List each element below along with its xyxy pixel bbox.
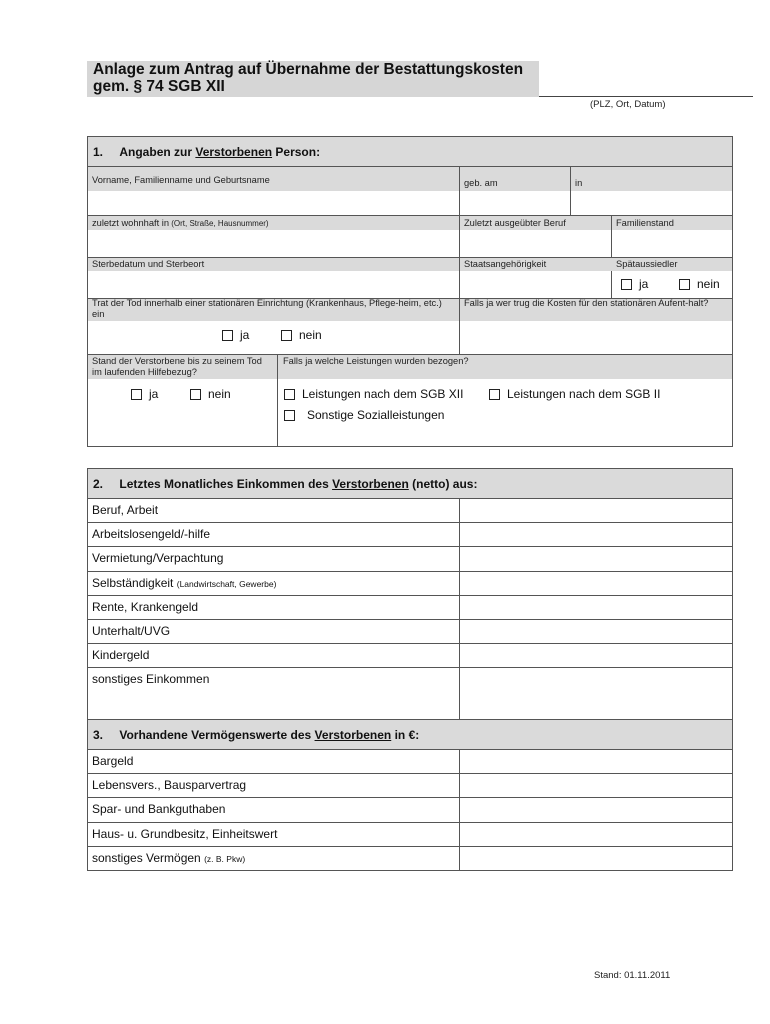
marital-status-field[interactable] bbox=[612, 231, 732, 257]
label-death: Sterbedatum und Sterbeort bbox=[92, 259, 205, 269]
label-marital-status: Familienstand bbox=[616, 218, 674, 228]
income-amount-field[interactable] bbox=[460, 571, 732, 595]
institution-yes[interactable]: ja bbox=[222, 328, 249, 342]
checkbox[interactable] bbox=[284, 410, 295, 421]
checkbox[interactable] bbox=[679, 279, 690, 290]
income-row-label: Unterhalt/UVG bbox=[92, 624, 171, 638]
name-field[interactable] bbox=[88, 191, 459, 215]
section-3-heading: 3. Vorhandene Vermögenswerte des Verstorbenen in €: bbox=[93, 728, 420, 742]
late-repatriate-no[interactable]: nein bbox=[679, 277, 720, 291]
label-which-benefits: Falls ja welche Leistungen wurden bezogen? bbox=[283, 356, 469, 366]
label-born-in: in bbox=[575, 178, 583, 188]
checkbox[interactable] bbox=[131, 389, 142, 400]
benefit-other[interactable]: Sonstige Sozialleistungen bbox=[284, 408, 444, 422]
asset-amount-field[interactable] bbox=[460, 749, 732, 773]
document-title bbox=[87, 61, 539, 97]
footer-stand: Stand: 01.11.2011 bbox=[594, 970, 671, 981]
asset-amount-field[interactable] bbox=[460, 846, 732, 870]
asset-row-label: Bargeld bbox=[92, 754, 134, 768]
label-name: Vorname, Familienname und Geburtsname bbox=[92, 175, 270, 185]
income-row-label: Selbständigkeit (Landwirtschaft, Gewerbe) bbox=[92, 575, 277, 590]
income-amount-field[interactable] bbox=[460, 619, 732, 643]
checkbox[interactable] bbox=[190, 389, 201, 400]
section-2-heading: 2. Letztes Monatliches Einkommen des Verstorbenen (netto) aus: bbox=[93, 477, 478, 491]
benefit-sgb12[interactable]: Leistungen nach dem SGB XII bbox=[284, 387, 463, 401]
birth-place-field[interactable] bbox=[571, 191, 732, 215]
occupation-field[interactable] bbox=[460, 231, 611, 257]
institution-no[interactable]: nein bbox=[281, 328, 322, 342]
benefit-sgb2[interactable]: Leistungen nach dem SGB II bbox=[489, 387, 660, 401]
checkbox[interactable] bbox=[621, 279, 632, 290]
asset-row-label: Spar- und Bankguthaben bbox=[92, 802, 226, 817]
asset-row-label: Haus- u. Grundbesitz, Einheitswert bbox=[92, 826, 278, 841]
checkbox[interactable] bbox=[284, 389, 295, 400]
date-label: (PLZ, Ort, Datum) bbox=[590, 99, 666, 110]
asset-amount-field[interactable] bbox=[460, 797, 732, 821]
late-repatriate-yes[interactable]: ja bbox=[621, 277, 648, 291]
checkbox[interactable] bbox=[222, 330, 233, 341]
title-line-1: Anlage zum Antrag auf Übernahme der Bestattungskosten bbox=[93, 61, 524, 78]
income-amount-field[interactable] bbox=[460, 595, 732, 619]
label-occupation: Zuletzt ausgeübter Beruf bbox=[464, 218, 566, 228]
title-line-2: gem. § 74 SGB XII bbox=[93, 78, 225, 95]
income-amount-field[interactable] bbox=[460, 643, 732, 667]
income-row-label: Arbeitslosengeld/-hilfe bbox=[92, 527, 211, 542]
institution-costs-field[interactable] bbox=[460, 322, 732, 354]
asset-amount-field[interactable] bbox=[460, 773, 732, 797]
label-address: zuletzt wohnhaft in (Ort, Straße, Hausnummer) bbox=[92, 218, 269, 228]
income-row-label: Rente, Krankengeld bbox=[92, 599, 199, 614]
income-amount-field[interactable] bbox=[460, 667, 732, 691]
address-field[interactable] bbox=[88, 231, 459, 257]
income-row-label: Vermietung/Verpachtung bbox=[92, 551, 224, 566]
income-amount-field[interactable] bbox=[460, 522, 732, 546]
welfare-no[interactable]: nein bbox=[190, 387, 231, 401]
welfare-yes[interactable]: ja bbox=[131, 387, 158, 401]
income-amount-field[interactable] bbox=[460, 498, 732, 522]
income-row-label: Kindergeld bbox=[92, 648, 150, 663]
label-institution: Trat der Tod innerhalb einer stationären Einrichtung (Krankenhaus, Pflege-heim, etc.) ein bbox=[92, 298, 442, 319]
death-field[interactable] bbox=[88, 272, 459, 298]
asset-row-label: sonstiges Vermögen (z. B. Pkw) bbox=[92, 850, 246, 865]
label-nationality: Staatsangehörigkeit bbox=[464, 259, 547, 269]
income-amount-field[interactable] bbox=[460, 546, 732, 570]
nationality-field[interactable] bbox=[460, 272, 611, 298]
date-signature-line bbox=[539, 96, 753, 97]
asset-amount-field[interactable] bbox=[460, 822, 732, 846]
label-institution-costs: Falls ja wer trug die Kosten für den stationären Aufent-halt? bbox=[464, 298, 709, 308]
section-1-heading: 1. Angaben zur Verstorbenen Person: bbox=[93, 145, 321, 159]
asset-row-label: Lebensvers., Bausparvertrag bbox=[92, 778, 247, 793]
income-row-label: Beruf, Arbeit bbox=[92, 503, 159, 517]
income-row-label: sonstiges Einkommen bbox=[92, 672, 210, 687]
label-welfare: Stand der Verstorbene bis zu seinem Tod im laufenden Hilfebezug? bbox=[92, 356, 262, 377]
checkbox[interactable] bbox=[281, 330, 292, 341]
label-late-repatriate: Spätaussiedler bbox=[616, 259, 678, 269]
birth-date-field[interactable] bbox=[460, 191, 570, 215]
label-born-on: geb. am bbox=[464, 178, 498, 188]
checkbox[interactable] bbox=[489, 389, 500, 400]
